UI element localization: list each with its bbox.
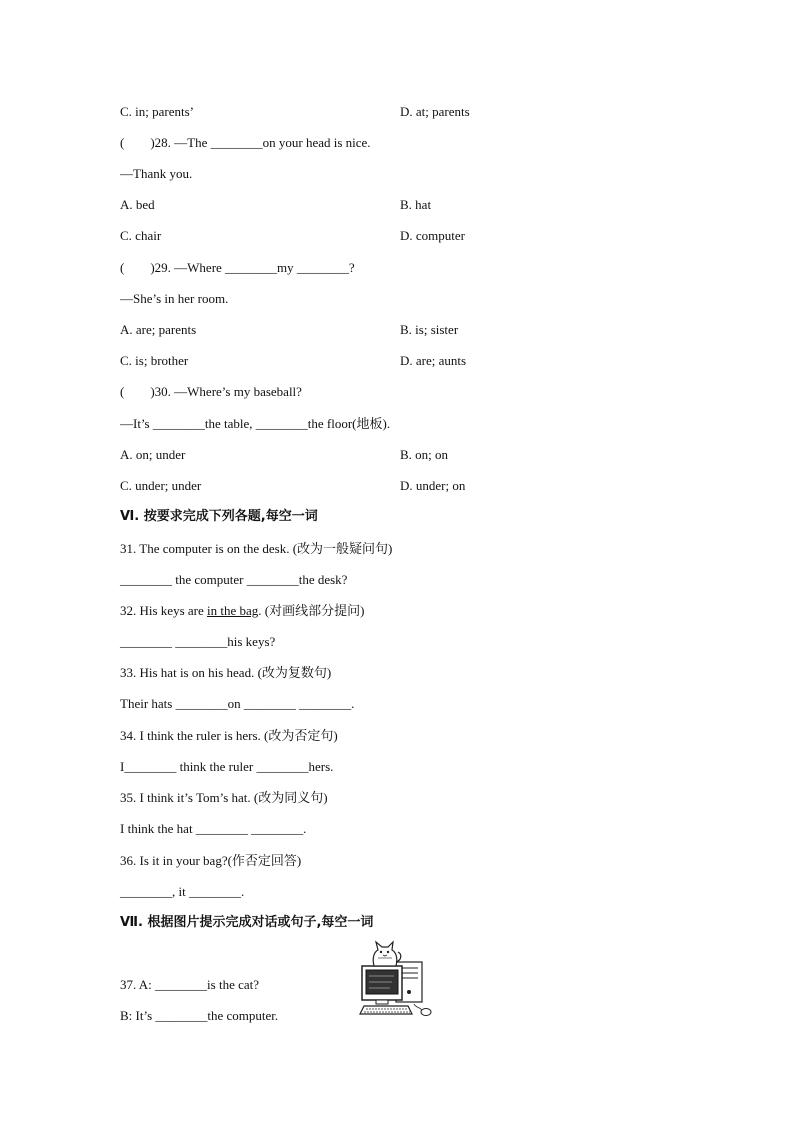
- q32-stem-pre: 32. His keys are: [120, 603, 208, 618]
- q30-reply: —It’s ________the table, ________the floor(地板).: [120, 416, 391, 431]
- q32-stem: [120, 603, 364, 619]
- q36-stem: 36. Is it in your bag?(作否定回答): [120, 853, 302, 868]
- q33-answer: Their hats ________on ________ ________.: [120, 696, 355, 711]
- q35-stem: 35. I think it’s Tom’s hat. (改为同义句): [120, 790, 328, 805]
- q27-option-c: C. in; parents’: [120, 104, 195, 119]
- q29-option-a: A. are; parents: [120, 322, 197, 337]
- cat-on-computer-illustration: [356, 940, 438, 1020]
- q29-option-c: C. is; brother: [120, 353, 189, 368]
- q34-stem: 34. I think the ruler is hers. (改为否定句): [120, 728, 338, 743]
- q32-stem-post: . (对画线部分提问): [258, 603, 365, 618]
- q32-underlined-part: in the bag: [207, 603, 259, 618]
- q30-option-a: A. on; under: [120, 447, 186, 462]
- q30-stem: ( )30. —Where’s my baseball?: [120, 384, 302, 399]
- q35-answer: I think the hat ________ ________.: [120, 821, 307, 836]
- q37-line-b: B: It’s ________the computer.: [120, 1008, 279, 1023]
- q30-option-b: B. on; on: [400, 447, 449, 462]
- q29-stem: ( )29. —Where ________my ________?: [120, 260, 355, 275]
- q30-option-c: C. under; under: [120, 478, 202, 493]
- q32-answer: ________ ________his keys?: [120, 634, 276, 649]
- q33-stem: 33. His hat is on his head. (改为复数句): [120, 665, 332, 680]
- q34-answer: I________ think the ruler ________hers.: [120, 759, 334, 774]
- q31-stem: 31. The computer is on the desk. (改为一般疑问句): [120, 541, 393, 556]
- q31-answer: ________ the computer ________the desk?: [120, 572, 348, 587]
- section-7-heading: Ⅶ. 根据图片提示完成对话或句子,每空一词: [120, 915, 374, 930]
- q28-option-c: C. chair: [120, 228, 162, 243]
- q28-reply: —Thank you.: [120, 166, 193, 181]
- q29-reply: —She’s in her room.: [120, 291, 229, 306]
- q30-option-d: D. under; on: [400, 478, 466, 493]
- q28-option-a: A. bed: [120, 197, 155, 212]
- q28-stem: ( )28. —The ________on your head is nice.: [120, 135, 371, 150]
- section-6-heading: Ⅵ. 按要求完成下列各题,每空一词: [120, 509, 318, 524]
- q29-option-b: B. is; sister: [400, 322, 459, 337]
- q37-line-a: 37. A: ________is the cat?: [120, 977, 260, 992]
- q36-answer: ________, it ________.: [120, 884, 245, 899]
- q28-option-d: D. computer: [400, 228, 465, 243]
- q28-option-b: B. hat: [400, 197, 432, 212]
- q29-option-d: D. are; aunts: [400, 353, 467, 368]
- q27-option-d: D. at; parents: [400, 104, 470, 119]
